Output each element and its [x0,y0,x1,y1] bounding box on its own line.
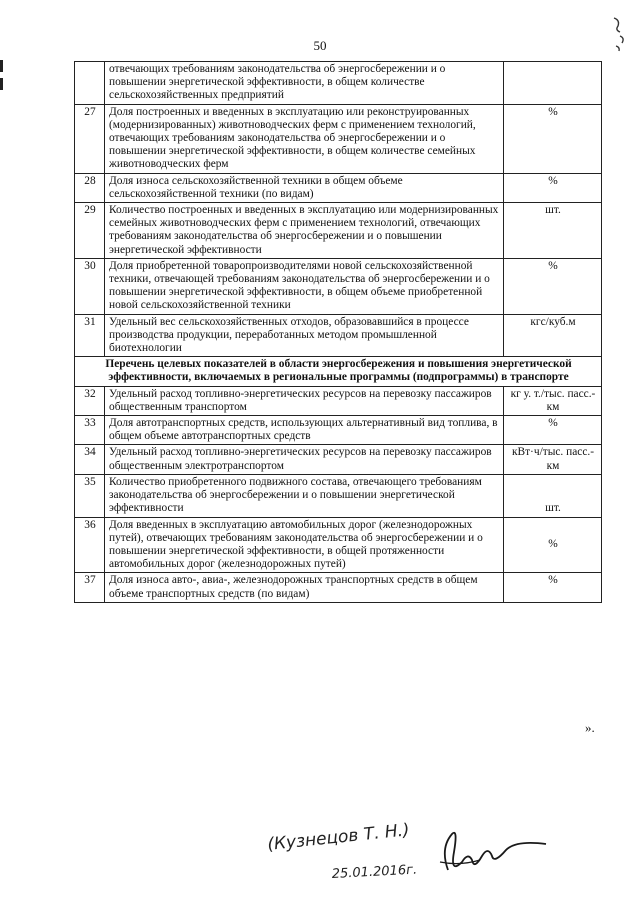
signature-block [262,810,552,890]
table-row [75,203,602,259]
margin-handwriting-mark [606,14,632,54]
indicator-text-cell: Доля автотранспортных средств, использующих альтернативный вид топлива, в общем объеме автотранспортных средств [105,416,504,445]
handwritten-signature [445,833,546,870]
row-number-cell: 37 [75,573,105,602]
table-row [75,517,602,573]
indicator-text-cell: отвечающих требованиям законодательства об энергосбережении и о повышении энергетической эффективности, в общем количестве сельскохозяйственных предприятий [105,62,504,105]
indicator-text-cell: Доля износа авто-, авиа-, железнодорожных транспортных средств в общем объеме транспортных средств (по видам) [105,573,504,602]
closing-quote-mark: ». [585,720,595,735]
table-row [75,445,602,474]
unit-cell: % [504,258,602,314]
unit-cell: % [504,416,602,445]
table-row [75,314,602,357]
table-row [75,416,602,445]
section-header-text: Перечень целевых показателей в области энергосбережения и повышения энергетической эффективности, включаемых в региональные программы (подпрограммы) в транспорте [75,357,602,386]
unit-cell [504,62,602,105]
row-number-cell: 31 [75,314,105,357]
unit-cell: % [504,173,602,202]
indicator-text-cell: Удельный расход топливно-энергетических ресурсов на перевозку пассажиров общественным транспортом [105,386,504,415]
row-number-cell [75,62,105,105]
indicators-table [74,61,602,603]
row-number-cell: 29 [75,203,105,259]
row-number-cell: 34 [75,445,105,474]
signature-date: 25.01.2016г. [331,862,418,882]
unit-cell: шт. [504,203,602,259]
row-number-cell: 32 [75,386,105,415]
unit-cell: кг у. т./тыс. пасс.- км [504,386,602,415]
indicator-text-cell: Доля приобретенной товаропроизводителями новой сельскохозяйственной техники, отвечающей требованиям законодательства об энергосбережении и о повышении энергетической эффективности, в общем объеме приобретенной новой сельскохозяйственной техники [105,258,504,314]
section-header-row [75,357,602,386]
unit-cell: кВт·ч/тыс. пасс.-км [504,445,602,474]
unit-cell: % [504,573,602,602]
signature-name: (Кузнецов Т. Н.) [266,820,411,855]
indicator-text-cell: Доля построенных и введенных в эксплуатацию или реконструированных (модернизированных) животноводческих ферм с применением технологий, отвечающих требованиям законодательства об энергосбережении и о повышении энергетической эффективности, в общем количестве семейных животноводческих ферм [105,104,504,173]
unit-cell: шт. [504,474,602,517]
table-row [75,386,602,415]
row-number-cell: 30 [75,258,105,314]
indicator-text-cell: Количество приобретенного подвижного состава, отвечающего требованиям законодательства об энергосбережении и о повышении энергетической эффективности [105,474,504,517]
row-number-cell: 35 [75,474,105,517]
indicator-text-cell: Удельный вес сельскохозяйственных отходов, образовавшийся в процессе производства продукции, переработанных методом промышленной биотехнологии [105,314,504,357]
table-row [75,573,602,602]
unit-cell: % [504,104,602,173]
unit-cell: кгс/куб.м [504,314,602,357]
page-number: 50 [313,38,327,53]
row-number-cell: 36 [75,517,105,573]
row-number-cell: 28 [75,173,105,202]
table-row [75,474,602,517]
table-row [75,104,602,173]
indicator-text-cell: Доля износа сельскохозяйственной техники в общем объеме сельскохозяйственной техники (по видам) [105,173,504,202]
unit-cell: % [504,517,602,573]
row-number-cell: 27 [75,104,105,173]
row-number-cell: 33 [75,416,105,445]
table-row [75,173,602,202]
indicator-text-cell: Доля введенных в эксплуатацию автомобильных дорог (железнодорожных путей), отвечающих требованиям законодательства об энергосбережении и о повышении энергетической эффективности, в общей протяженности автомобильных дорог (железнодорожных путей) [105,517,504,573]
indicator-text-cell: Количество построенных и введенных в эксплуатацию или модернизированных семейных животноводческих ферм с применением технологий, отвечающих требованиям законодательства об энергосбережении и о повышении энергетической эффективности [105,203,504,259]
binding-marks [0,60,4,100]
table-row [75,62,602,105]
table-row [75,258,602,314]
indicator-text-cell: Удельный расход топливно-энергетических ресурсов на перевозку пассажиров общественным электротранспортом [105,445,504,474]
